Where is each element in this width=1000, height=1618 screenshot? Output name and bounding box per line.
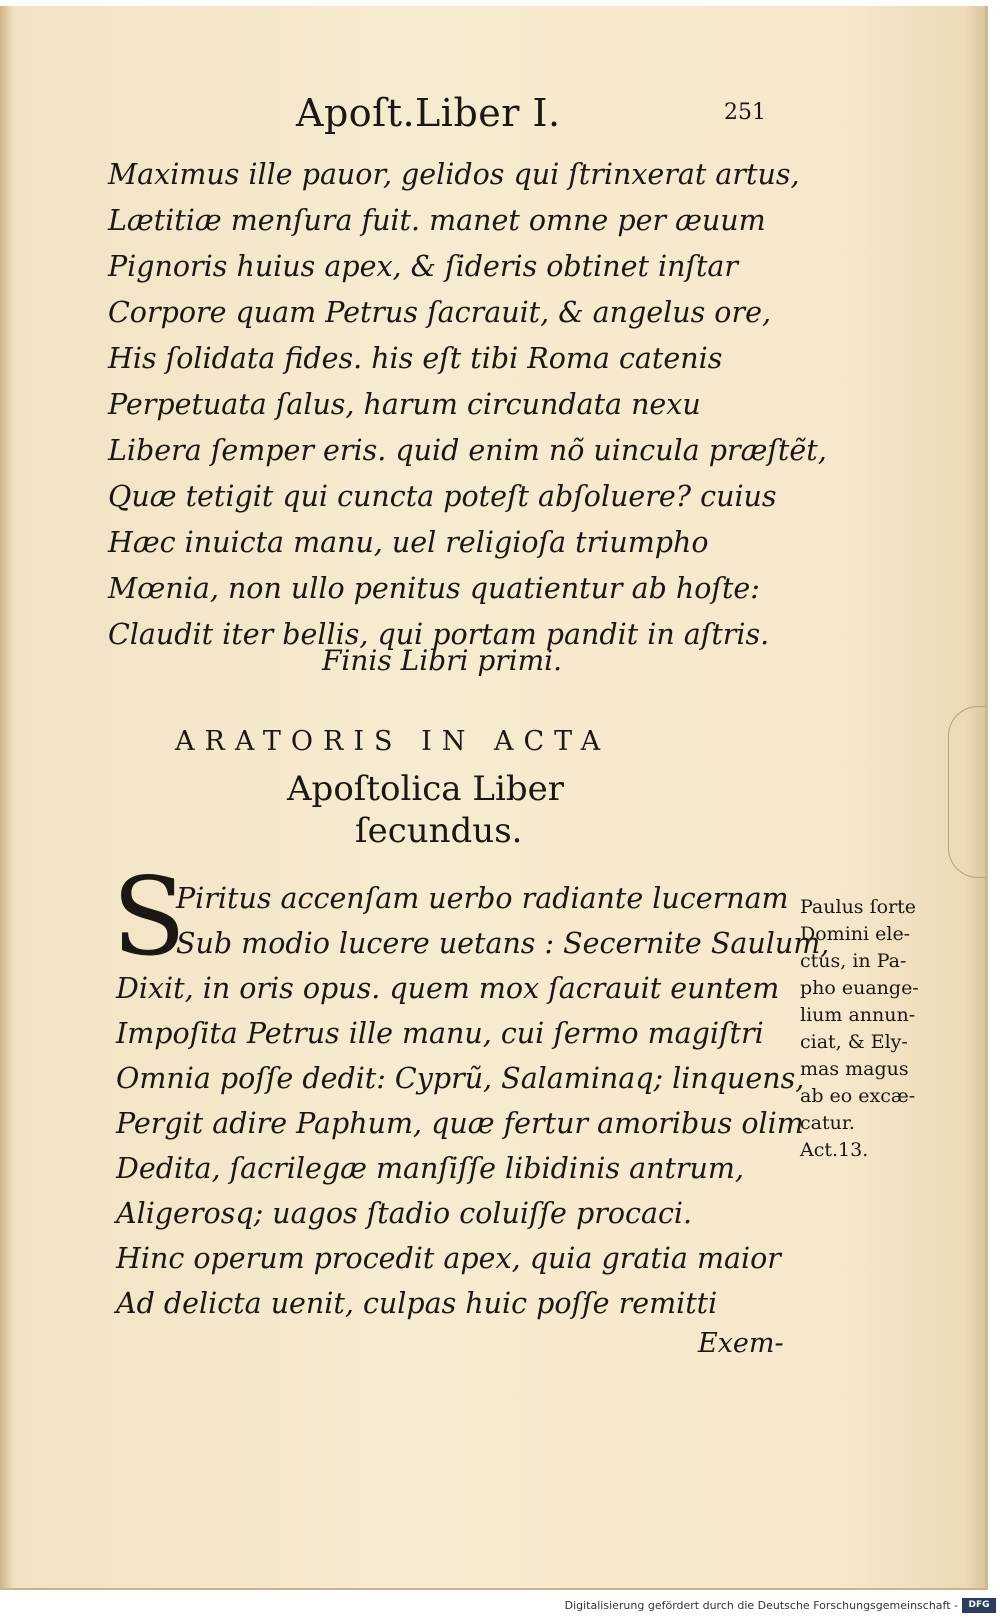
verse-line: Omnia poſſe dedit: Cyprũ, Salaminaq; linquens,: [116, 1062, 805, 1095]
marginal-note-line: catur.: [800, 1112, 855, 1134]
verse-line: Dedita, ſacrilegæ manſiſſe libidinis antrum,: [116, 1152, 744, 1185]
marginal-note-line: Act.13.: [800, 1139, 869, 1161]
catchword: Exem-: [698, 1328, 784, 1359]
book2-title-line3: ſecundus.: [355, 811, 523, 851]
verse-line: Impoſita Petrus ille manu, cui ſermo magiſtri: [116, 1017, 764, 1050]
marginal-note-line: Paulus ſorte: [800, 896, 917, 918]
verse-line: His ſolidata fides. his eſt tibi Roma catenis: [108, 342, 723, 375]
marginal-note-line: ctus, in Pa-: [800, 950, 907, 972]
verse-line: Ad delicta uenit, culpas huic poſſe remitti: [116, 1287, 718, 1320]
drop-cap: S: [112, 855, 186, 980]
marginal-note-line: ab eo excæ-: [800, 1085, 916, 1107]
dfg-logo: DFG: [962, 1598, 996, 1613]
verse-line: Maximus ille pauor, gelidos qui ſtrinxerat artus,: [108, 158, 800, 191]
marginal-note-line: ciat, & Ely-: [800, 1031, 908, 1053]
marginal-note-line: mas magus: [800, 1058, 909, 1080]
verse-line: Quæ tetigit qui cuncta poteſt abſoluere? cuius: [108, 480, 777, 513]
marginal-note-line: Domini ele-: [800, 923, 911, 945]
page-tab-mark: [948, 706, 988, 878]
verse-line: Dixit, in oris opus. quem mox ſacrauit euntem: [116, 972, 780, 1005]
footer-credit: Digitalisierung gefördert durch die Deutsche Forschungsgemeinschaft -: [564, 1599, 958, 1612]
verse-line: Hinc operum procedit apex, quia gratia maior: [116, 1242, 781, 1275]
verse-line: Sub modio lucere uetans : Secernite Saulum,: [176, 927, 830, 960]
book1-end-label: Finis Libri primi.: [322, 644, 563, 677]
verse-line: Mœnia, non ullo penitus quatientur ab hoſte:: [108, 572, 760, 605]
book2-title-line2: Apoſtolica Liber: [287, 769, 564, 809]
verse-line: Corpore quam Petrus ſacrauit, & angelus ore,: [108, 296, 772, 329]
verse-line: Claudit iter bellis, qui portam pandit in aſtris.: [108, 618, 770, 651]
verse-line: Piritus accenſam uerbo radiante lucernam: [176, 882, 789, 915]
verse-line: Pignoris huius apex, & ſideris obtinet inſtar: [108, 250, 739, 283]
marginal-note-line: lium annun-: [800, 1004, 916, 1026]
page-number: 251: [724, 100, 766, 125]
verse-line: Hæc inuicta manu, uel religioſa triumpho: [108, 526, 709, 559]
verse-line: Lætitiæ menſura fuit. manet omne per æuum: [108, 204, 766, 237]
running-head: Apoſt.Liber I.: [296, 91, 561, 135]
verse-line: Pergit adire Paphum, quæ fertur amoribus olim: [116, 1107, 804, 1140]
verse-line: Aligerosq; uagos ſtadio coluiſſe procaci.: [116, 1197, 693, 1230]
marginal-note-line: pho euange-: [800, 977, 919, 999]
verse-line: Libera ſemper eris. quid enim nõ uincula præſtẽt,: [108, 434, 827, 467]
book-page: [0, 6, 988, 1590]
digitization-footer: [0, 1596, 1000, 1618]
book2-title-line1: ARATORIS IN ACTA: [175, 726, 611, 757]
verse-block-book1: [108, 152, 827, 658]
verse-line: Perpetuata ſalus, harum circundata nexu: [108, 388, 701, 421]
marginal-note: [800, 894, 960, 1164]
